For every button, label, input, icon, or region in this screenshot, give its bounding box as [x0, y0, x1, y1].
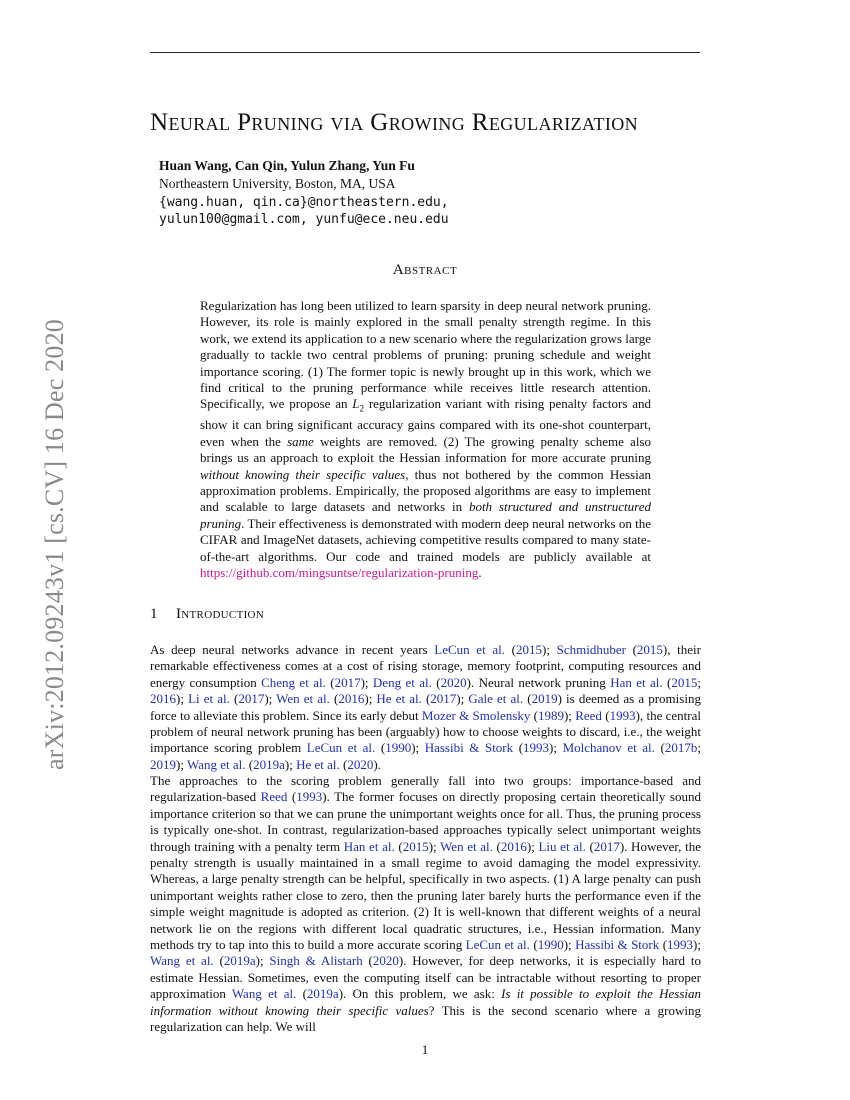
text-run: ); — [264, 691, 277, 707]
citation-link[interactable]: 2015 — [402, 838, 429, 854]
citation-link[interactable]: Gale et al. — [468, 691, 524, 707]
text-run: ), the central problem of neural network pruning has been (arguably) how to choose weights to discard, i.e., the weight importance scoring problem — [150, 707, 701, 756]
citation-link[interactable]: 1990 — [537, 937, 564, 953]
citation-link[interactable]: Schmidhuber — [556, 642, 626, 657]
text-run: ( — [245, 756, 254, 772]
text-run: ( — [421, 691, 431, 707]
citation-link[interactable]: Liu et al. — [538, 838, 586, 854]
text-run: ( — [585, 838, 594, 854]
text-run: ( — [504, 642, 516, 657]
citation-link[interactable]: Singh & Alistarh — [269, 953, 363, 969]
text-run: ( — [329, 691, 339, 707]
citation-link[interactable]: Li et al. — [188, 691, 230, 707]
text-run: As deep neural networks advance in recent years — [150, 642, 435, 657]
citation-link[interactable]: 2017 — [334, 674, 361, 690]
citation-link[interactable]: Hassibi & Stork — [575, 937, 660, 953]
top-rule — [150, 52, 700, 53]
text-run: ( — [325, 674, 335, 690]
citation-link[interactable]: Hassibi & Stork — [424, 740, 514, 756]
citation-link[interactable]: 2016 — [150, 691, 176, 707]
abstract-body: Regularization has long been utilized to learn sparsity in deep neural network pruning. However, its role is mainly explored in the small penalty strength regime. In this work, we extend its application to a new scenario where the regularization grows large gradually to tackle two central problems of pruning: pruning schedule and weight importance scoring. (1) The former topic is newly brought up in this work, which we find critical to the pruning performance while receives little research attention. Specifically, we propose an $L_2$ regularization variant with rising penalty factors and show it can bring significant accuracy gains compared with its one-shot counterpart, even when the same weights are removed. (2) The growing penalty scheme also brings us an approach to exploit the Hessian information for more accurate pruning without knowing their specific values, thus not bothered by the common Hessian approximation problems. Empirically, the proposed algorithms are easy to implement and scalable to large datasets and networks in both structured and unstructured pruning. Their effectiveness is demonstrated with modern deep neural networks on the CIFAR and ImageNet datasets, achieving competitive results compared to many state-of-the-art algorithms. Our code and trained models are publicly available at https://github.com/mingsuntse/regularization-pruning. — [200, 298, 651, 581]
citation-link[interactable]: Han et al. — [610, 674, 663, 690]
citation-link[interactable]: 1993 — [296, 789, 323, 805]
citation-link[interactable]: 2019 — [531, 691, 558, 707]
text-run: ); — [526, 838, 539, 854]
text-run: ( — [362, 953, 373, 969]
citation-link[interactable]: Cheng et al. — [261, 674, 326, 690]
text-run: ( — [375, 740, 386, 756]
text-run: ( — [530, 707, 538, 723]
text-run: ); — [563, 937, 576, 953]
arxiv-sidebar — [38, 290, 74, 770]
citation-link[interactable]: 2017b — [664, 740, 698, 756]
citation-link[interactable]: 2015 — [671, 674, 698, 690]
citation-link[interactable]: Wen et al. — [276, 691, 330, 707]
arxiv-stamp: arXiv:2012.09243v1 [cs.CV] 16 Dec 2020 — [40, 319, 69, 770]
text-run: ( — [601, 707, 610, 723]
text-run: ); — [360, 674, 373, 690]
text-run: ), their remarkable effectiveness comes at a cost of rising storage, memory footprint, computing resources and energy consumption — [150, 642, 701, 690]
text-run: ( — [296, 986, 307, 1002]
citation-link[interactable]: He et al. — [376, 691, 422, 707]
text-run: ( — [625, 642, 637, 657]
page-number: 1 — [421, 1042, 429, 1057]
citation-link[interactable]: Reed — [260, 789, 288, 805]
citation-link[interactable]: 1990 — [385, 740, 412, 756]
text-run: ( — [394, 838, 403, 854]
text-run: ( — [213, 953, 224, 969]
citation-link[interactable]: Mozer & Smolensky — [421, 707, 531, 723]
citation-link[interactable]: 1993 — [609, 707, 636, 723]
citation-link[interactable]: 2020 — [347, 756, 374, 772]
citation-link[interactable]: Deng et al. — [372, 674, 432, 690]
text-run: ); — [411, 740, 425, 756]
text-run: ( — [287, 789, 297, 805]
citation-link[interactable]: 1993 — [667, 937, 694, 953]
citation-link[interactable]: LeCun et al. — [434, 642, 505, 657]
text-run: ); — [364, 691, 377, 707]
citation-link[interactable]: Han et al. — [343, 838, 395, 854]
citation-link[interactable]: 1993 — [523, 740, 550, 756]
citation-link[interactable]: 2017 — [430, 691, 457, 707]
text-run: ). The former focuses on directly proposing certain theoretically sound importance criterion so that we can prune the unimportant weights once for all. Thus, the pruning process is typically one-shot. In contrast, regularization-based approaches typically select unimportant weights through training with a penalty term — [150, 789, 701, 854]
affiliation: Northeastern University, Boston, MA, USA — [159, 176, 396, 191]
text-run: ). However, for deep networks, it is especially hard to estimate Hessian. Sometimes, even the computing itself can be intractable without resorting to proper approximation — [150, 953, 701, 1002]
citation-link[interactable]: 2017 — [238, 691, 265, 707]
text-run: ( — [662, 674, 672, 690]
citation-link[interactable]: 2015 — [636, 642, 663, 657]
text-run: ( — [431, 674, 441, 690]
text-run: ( — [523, 691, 532, 707]
text-run: ); — [255, 953, 270, 969]
section-heading: 1 Introduction — [150, 606, 265, 622]
text-run: ); — [176, 756, 187, 772]
code-link[interactable]: https://github.com/mingsuntse/regularization-pruning — [200, 565, 479, 581]
text-run: ); — [176, 691, 189, 707]
citation-link[interactable]: 2017 — [593, 838, 620, 854]
citation-link[interactable]: 2020 — [372, 953, 399, 969]
text-run: ); — [428, 838, 441, 854]
citation-link[interactable]: LeCun et al. — [465, 937, 530, 953]
authors: Huan Wang, Can Qin, Yulun Zhang, Yun Fu — [159, 158, 415, 173]
text-run: ; — [697, 740, 701, 756]
intro-paragraph-2 — [150, 773, 701, 1036]
email-line-2: yulun100@gmail.com, yunfu@ece.neu.edu — [159, 212, 449, 227]
text-run: ) is deemed as a promising force to alleviate this problem. Since its early debut — [150, 691, 701, 723]
citation-link[interactable]: Molchanov et al. — [562, 740, 655, 756]
citation-link[interactable]: 2015 — [515, 642, 542, 657]
text-run: ). Neural network pruning — [466, 674, 611, 690]
citation-link[interactable]: Wang et al. — [150, 953, 214, 969]
citation-link[interactable]: 2019a — [223, 953, 256, 969]
citation-link[interactable]: Reed — [575, 707, 602, 723]
email-line-1: {wang.huan, qin.ca}@northeastern.edu, — [159, 195, 449, 210]
citation-link[interactable]: He et al. — [296, 756, 340, 772]
emphasized-text: Is it possible to exploit the Hessian information without knowing their specific values — [150, 986, 701, 1018]
citation-link[interactable]: 2019a — [306, 986, 339, 1002]
citation-link[interactable]: LeCun et al. — [306, 740, 376, 756]
text-run: ( — [529, 937, 538, 953]
citation-link[interactable]: 1989 — [537, 707, 564, 723]
text-run: ); — [549, 740, 563, 756]
text-run: ). On this problem, we ask: — [338, 986, 502, 1002]
text-run: ( — [659, 937, 668, 953]
text-run: ); — [456, 691, 469, 707]
text-run: ( — [339, 756, 348, 772]
text-run: ); — [693, 937, 701, 953]
text-run: ; — [697, 674, 702, 690]
text-run: ( — [513, 740, 524, 756]
text-run: ); — [541, 642, 557, 657]
abstract-heading: Abstract — [392, 262, 458, 278]
text-run: ( — [654, 740, 665, 756]
citation-link[interactable]: Wang et al. — [231, 986, 297, 1002]
text-run: ). — [373, 756, 381, 772]
citation-link[interactable]: Wang et al. — [186, 756, 246, 772]
text-run: ); — [284, 756, 297, 772]
citation-link[interactable]: 2016 — [338, 691, 365, 707]
citation-link[interactable]: 2019 — [150, 756, 176, 772]
text-run: ( — [229, 691, 239, 707]
intro-paragraph-1 — [150, 642, 701, 773]
text-run: ( — [492, 838, 501, 854]
text-run: ); — [563, 707, 576, 723]
citation-link[interactable]: 2020 — [440, 674, 467, 690]
citation-link[interactable]: 2019a — [253, 756, 285, 772]
text-run: The approaches to the scoring problem generally fall into two groups: importance-based and regularization-based — [150, 773, 701, 805]
text-run: ). However, the penalty strength is usually maintained in a small regime to avoid damaging the model expressivity. Whereas, a large penalty strength can be helpful, specifically in two aspects. (1) A large penalty can push unimportant weights rather close to zero, then the pruning later barely hurts the performance even if the simple weight magnitude is adopted as criterion. (2) It is well-known that different weights of a neural network lie on the regions with different local quadratic structures, i.e., Hessian information. Many methods try to tap into this to build a more accurate scoring — [150, 838, 701, 953]
citation-link[interactable]: 2016 — [500, 838, 527, 854]
text-run: ? This is the second scenario where a growing regularization can help. We will — [150, 1002, 702, 1035]
paper-title: Neural Pruning via Growing Regularization — [150, 109, 639, 136]
citation-link[interactable]: Wen et al. — [440, 838, 493, 854]
